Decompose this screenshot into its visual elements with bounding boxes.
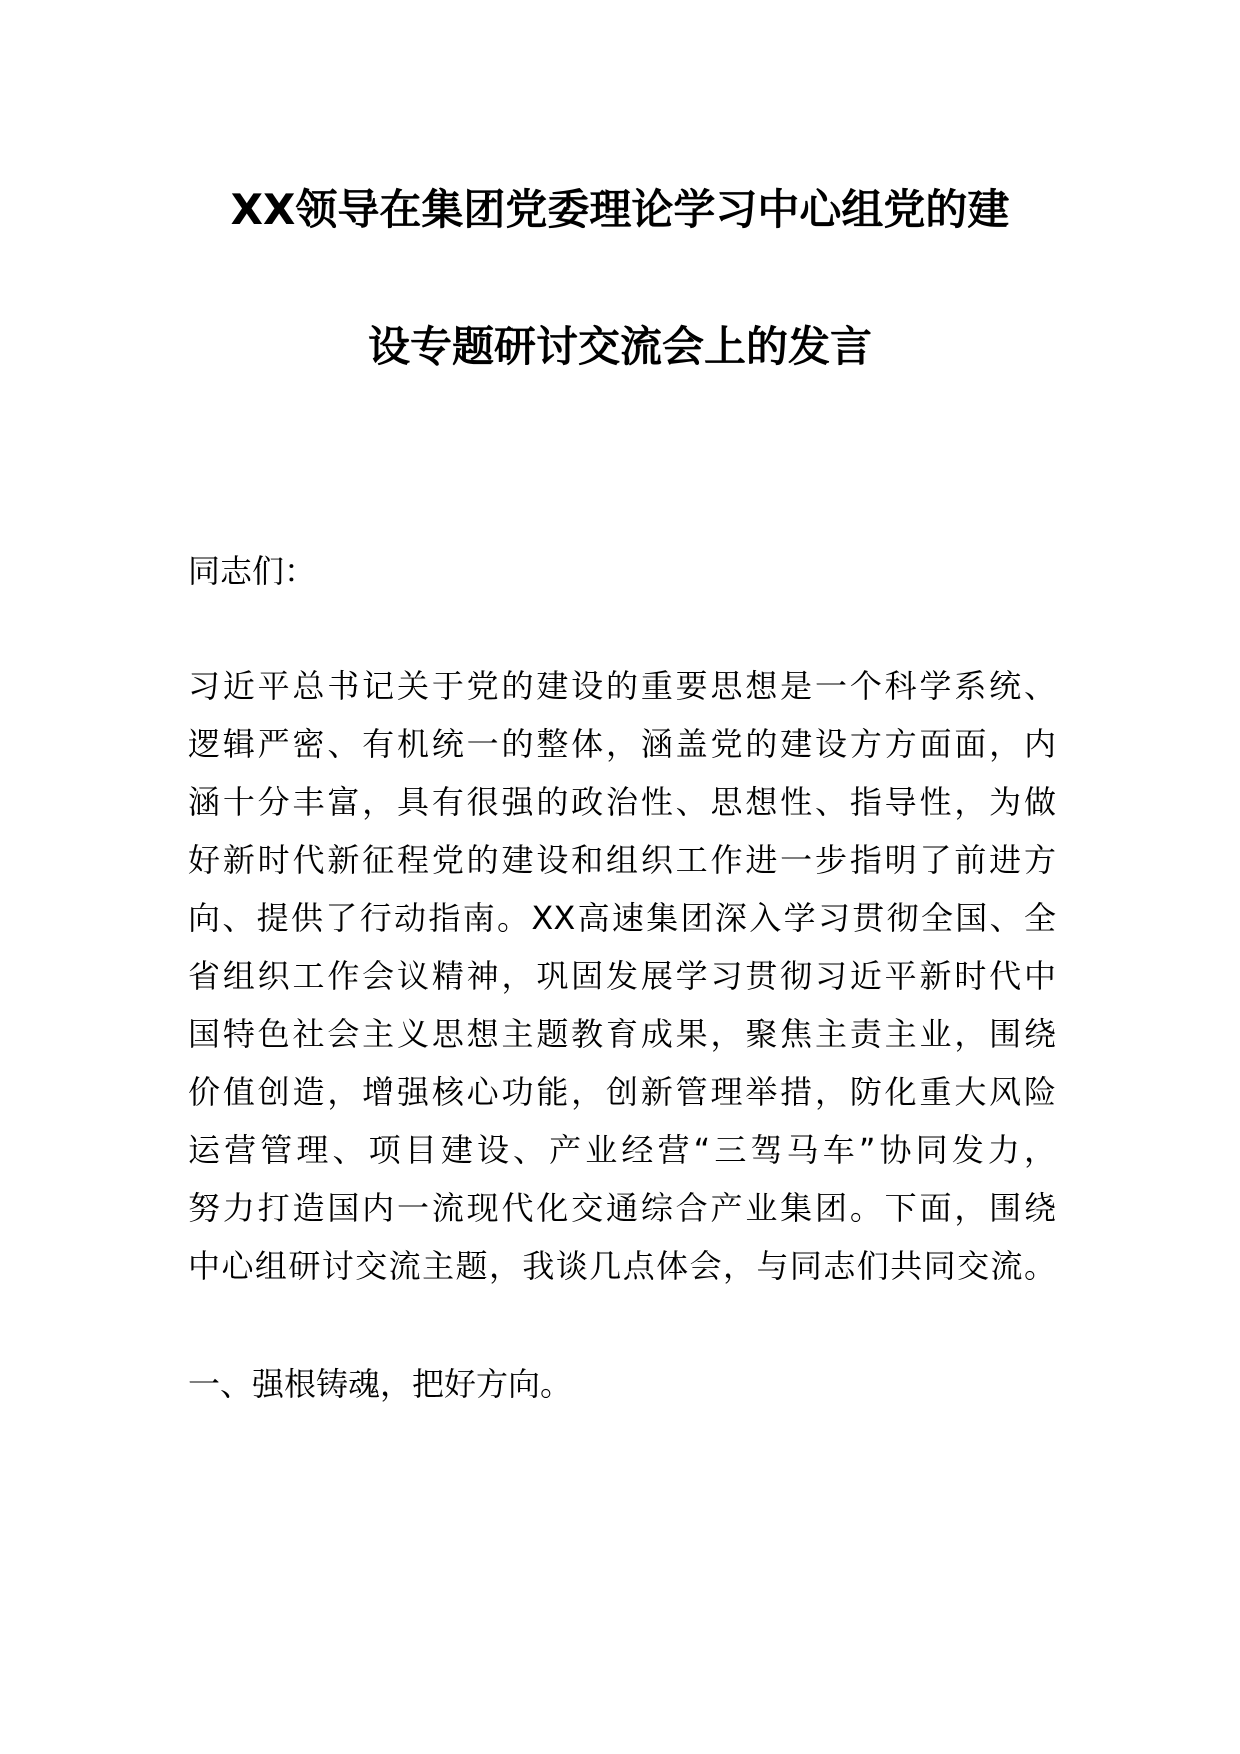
section-heading-1: 一、强根铸魂，把好方向。 <box>188 1365 573 1403</box>
paragraph-line: 向、提供了行动指南。XX高速集团深入学习贯彻全国、全 <box>188 899 1056 937</box>
paragraph-line: 习近平总书记关于党的建设的重要思想是一个科学系统、 <box>188 667 1056 705</box>
paragraph-line: 努力打造国内一流现代化交通综合产业集团。下面，围绕 <box>188 1189 1056 1227</box>
paragraph-line: 逻辑严密、有机统一的整体，涵盖党的建设方方面面，内 <box>188 725 1056 763</box>
paragraph-line: 中心组研讨交流主题，我谈几点体会，与同志们共同交流。 <box>188 1247 1056 1285</box>
paragraph-line: 国特色社会主义思想主题教育成果，聚焦主责主业，围绕 <box>188 1015 1056 1053</box>
paragraph-line: 运营管理、项目建设、产业经营“三驾马车”协同发力， <box>188 1131 1056 1169</box>
document-title-line-1: XX领导在集团党委理论学习中心组党的建 <box>230 185 1010 234</box>
paragraph-line: 省组织工作会议精神，巩固发展学习贯彻习近平新时代中 <box>188 957 1056 995</box>
paragraph-line: 价值创造，增强核心功能，创新管理举措，防化重大风险 <box>188 1073 1056 1111</box>
paragraph-line: 好新时代新征程党的建设和组织工作进一步指明了前进方 <box>188 841 1056 879</box>
document-title-line-2: 设专题研讨交流会上的发言 <box>367 322 872 371</box>
paragraph-line: 涵十分丰富，具有很强的政治性、思想性、指导性，为做 <box>188 783 1056 821</box>
salutation: 同志们： <box>188 552 317 590</box>
